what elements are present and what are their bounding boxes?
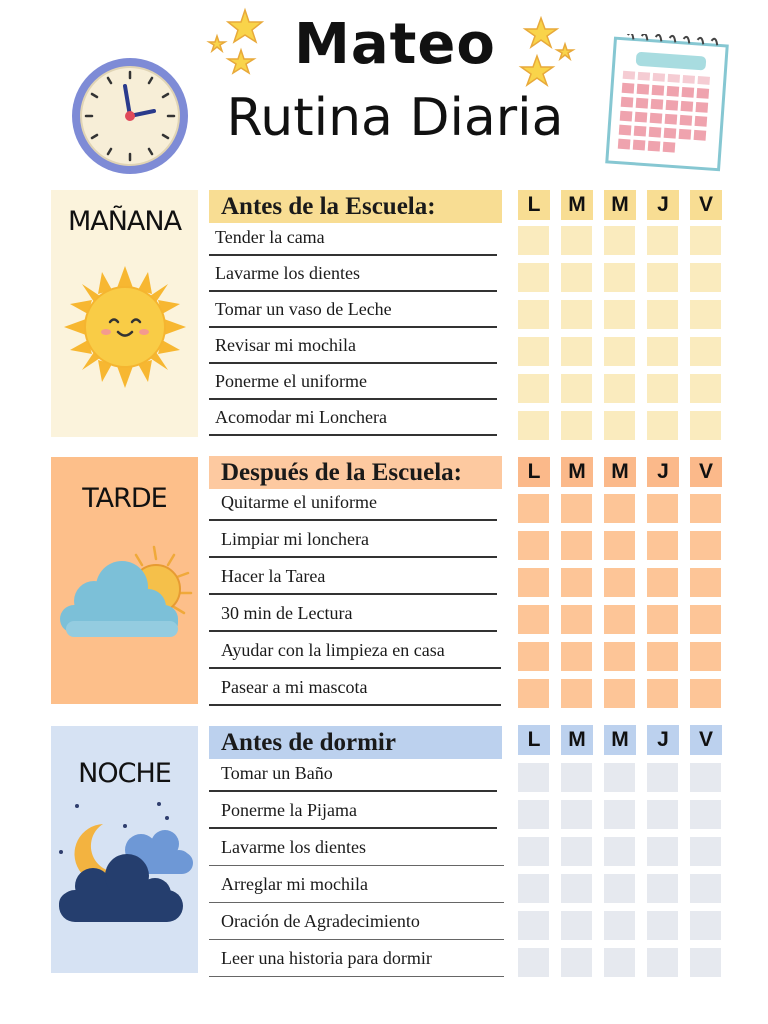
checkbox[interactable] bbox=[647, 494, 678, 523]
day-header: V bbox=[690, 190, 722, 220]
checkbox[interactable] bbox=[561, 800, 592, 829]
panel-manana bbox=[51, 190, 198, 437]
checkbox[interactable] bbox=[690, 226, 721, 255]
checkbox[interactable] bbox=[690, 605, 721, 634]
checkbox[interactable] bbox=[518, 411, 549, 440]
checkbox[interactable] bbox=[604, 337, 635, 366]
section-heading-manana: Antes de la Escuela: bbox=[209, 190, 502, 223]
checkbox[interactable] bbox=[604, 948, 635, 977]
checkbox[interactable] bbox=[561, 763, 592, 792]
checkbox[interactable] bbox=[604, 300, 635, 329]
checkbox[interactable] bbox=[604, 642, 635, 671]
day-header: L bbox=[518, 725, 550, 755]
task-item: Lavarme los dientes bbox=[209, 832, 504, 866]
day-header: M bbox=[561, 725, 593, 755]
checkbox[interactable] bbox=[518, 531, 549, 560]
checkbox[interactable] bbox=[518, 874, 549, 903]
checkbox[interactable] bbox=[647, 800, 678, 829]
checkbox[interactable] bbox=[518, 374, 549, 403]
checkbox[interactable] bbox=[604, 263, 635, 292]
day-header: M bbox=[604, 457, 636, 487]
task-item: Ponerme la Pijama bbox=[209, 795, 497, 829]
page-title: Rutina Diaria bbox=[226, 88, 564, 148]
checkbox[interactable] bbox=[647, 263, 678, 292]
checkbox[interactable] bbox=[518, 679, 549, 708]
checkbox[interactable] bbox=[604, 374, 635, 403]
checkbox[interactable] bbox=[518, 605, 549, 634]
checkbox[interactable] bbox=[647, 948, 678, 977]
checkbox[interactable] bbox=[561, 948, 592, 977]
moon-clouds-icon bbox=[55, 802, 195, 932]
sun-icon bbox=[64, 266, 186, 388]
task-item: Ayudar con la limpieza en casa bbox=[209, 635, 501, 669]
checkbox[interactable] bbox=[561, 337, 592, 366]
checkbox[interactable] bbox=[561, 263, 592, 292]
checkbox[interactable] bbox=[518, 763, 549, 792]
checkbox[interactable] bbox=[518, 568, 549, 597]
checkbox[interactable] bbox=[604, 605, 635, 634]
checkbox[interactable] bbox=[647, 226, 678, 255]
checkbox[interactable] bbox=[604, 800, 635, 829]
task-item: Tomar un vaso de Leche bbox=[209, 294, 497, 328]
checkbox[interactable] bbox=[561, 300, 592, 329]
task-item: Arreglar mi mochila bbox=[209, 869, 504, 903]
checkbox[interactable] bbox=[647, 837, 678, 866]
clock-icon bbox=[70, 56, 190, 176]
checkbox[interactable] bbox=[518, 226, 549, 255]
checkbox[interactable] bbox=[690, 948, 721, 977]
checkbox[interactable] bbox=[561, 494, 592, 523]
section-heading-noche: Antes de dormir bbox=[209, 726, 502, 759]
checkbox[interactable] bbox=[518, 642, 549, 671]
checkbox[interactable] bbox=[561, 837, 592, 866]
day-header: J bbox=[647, 725, 679, 755]
checkbox[interactable] bbox=[647, 531, 678, 560]
checkbox[interactable] bbox=[647, 605, 678, 634]
panel-noche bbox=[51, 726, 198, 973]
checkbox[interactable] bbox=[690, 837, 721, 866]
checkbox[interactable] bbox=[561, 411, 592, 440]
checkbox[interactable] bbox=[647, 411, 678, 440]
checkbox[interactable] bbox=[647, 337, 678, 366]
task-item: Revisar mi mochila bbox=[209, 330, 497, 364]
checkbox[interactable] bbox=[604, 837, 635, 866]
day-header: M bbox=[604, 190, 636, 220]
checkbox[interactable] bbox=[518, 911, 549, 940]
day-header: J bbox=[647, 457, 679, 487]
day-header: M bbox=[604, 725, 636, 755]
checkbox[interactable] bbox=[690, 874, 721, 903]
checkbox[interactable] bbox=[518, 948, 549, 977]
day-header: V bbox=[690, 725, 722, 755]
checkbox[interactable] bbox=[690, 800, 721, 829]
task-item: Leer una historia para dormir bbox=[209, 943, 504, 977]
checkbox[interactable] bbox=[561, 679, 592, 708]
checkbox[interactable] bbox=[690, 374, 721, 403]
kid-name: Mateo bbox=[294, 12, 496, 77]
task-item: Tender la cama bbox=[209, 222, 497, 256]
checkbox[interactable] bbox=[690, 337, 721, 366]
checkbox[interactable] bbox=[604, 679, 635, 708]
checkbox[interactable] bbox=[561, 531, 592, 560]
checkbox[interactable] bbox=[690, 642, 721, 671]
task-item: Ponerme el uniforme bbox=[209, 366, 497, 400]
checkbox[interactable] bbox=[604, 568, 635, 597]
checkbox[interactable] bbox=[604, 763, 635, 792]
checkbox[interactable] bbox=[647, 642, 678, 671]
checkbox[interactable] bbox=[647, 763, 678, 792]
task-item: Hacer la Tarea bbox=[209, 561, 497, 595]
checkbox[interactable] bbox=[647, 300, 678, 329]
checkbox[interactable] bbox=[647, 679, 678, 708]
checkbox[interactable] bbox=[518, 263, 549, 292]
checkbox[interactable] bbox=[561, 605, 592, 634]
checkbox[interactable] bbox=[604, 226, 635, 255]
checkbox[interactable] bbox=[647, 911, 678, 940]
day-header: L bbox=[518, 190, 550, 220]
checkbox[interactable] bbox=[647, 874, 678, 903]
task-item: 30 min de Lectura bbox=[209, 598, 497, 632]
checkbox[interactable] bbox=[518, 300, 549, 329]
panel-label: MAÑANA bbox=[67, 206, 182, 237]
checkbox[interactable] bbox=[518, 837, 549, 866]
task-item: Acomodar mi Lonchera bbox=[209, 402, 497, 436]
checkbox[interactable] bbox=[518, 494, 549, 523]
checkbox[interactable] bbox=[690, 679, 721, 708]
checkbox[interactable] bbox=[604, 531, 635, 560]
task-item: Pasear a mi mascota bbox=[209, 672, 501, 706]
task-item: Quitarme el uniforme bbox=[209, 487, 497, 521]
checkbox[interactable] bbox=[561, 911, 592, 940]
checkbox[interactable] bbox=[604, 494, 635, 523]
task-item: Lavarme los dientes bbox=[209, 258, 497, 292]
checkbox[interactable] bbox=[647, 568, 678, 597]
day-header: M bbox=[561, 457, 593, 487]
checkbox[interactable] bbox=[690, 763, 721, 792]
checkbox[interactable] bbox=[690, 411, 721, 440]
day-header: L bbox=[518, 457, 550, 487]
checkbox[interactable] bbox=[690, 531, 721, 560]
checkbox[interactable] bbox=[604, 911, 635, 940]
checkbox[interactable] bbox=[690, 911, 721, 940]
day-header: J bbox=[647, 190, 679, 220]
panel-label: NOCHE bbox=[78, 758, 171, 789]
checkbox[interactable] bbox=[518, 337, 549, 366]
checkbox[interactable] bbox=[561, 374, 592, 403]
task-item: Tomar un Baño bbox=[209, 758, 497, 792]
checkbox[interactable] bbox=[561, 568, 592, 597]
checkbox[interactable] bbox=[690, 300, 721, 329]
checkbox[interactable] bbox=[690, 494, 721, 523]
checkbox[interactable] bbox=[604, 874, 635, 903]
panel-tarde bbox=[51, 457, 198, 704]
task-item: Limpiar mi lonchera bbox=[209, 524, 497, 558]
checkbox[interactable] bbox=[690, 568, 721, 597]
checkbox[interactable] bbox=[518, 800, 549, 829]
section-heading-tarde: Después de la Escuela: bbox=[209, 456, 502, 489]
checkbox[interactable] bbox=[604, 411, 635, 440]
checkbox[interactable] bbox=[561, 642, 592, 671]
cloud-sun-icon bbox=[56, 543, 196, 643]
checkbox[interactable] bbox=[690, 263, 721, 292]
task-item: Oración de Agradecimiento bbox=[209, 906, 504, 940]
day-header: M bbox=[561, 190, 593, 220]
checkbox[interactable] bbox=[647, 374, 678, 403]
checkbox[interactable] bbox=[561, 226, 592, 255]
checkbox[interactable] bbox=[561, 874, 592, 903]
day-header: V bbox=[690, 457, 722, 487]
calendar-icon bbox=[603, 34, 733, 174]
panel-label: TARDE bbox=[82, 483, 167, 514]
